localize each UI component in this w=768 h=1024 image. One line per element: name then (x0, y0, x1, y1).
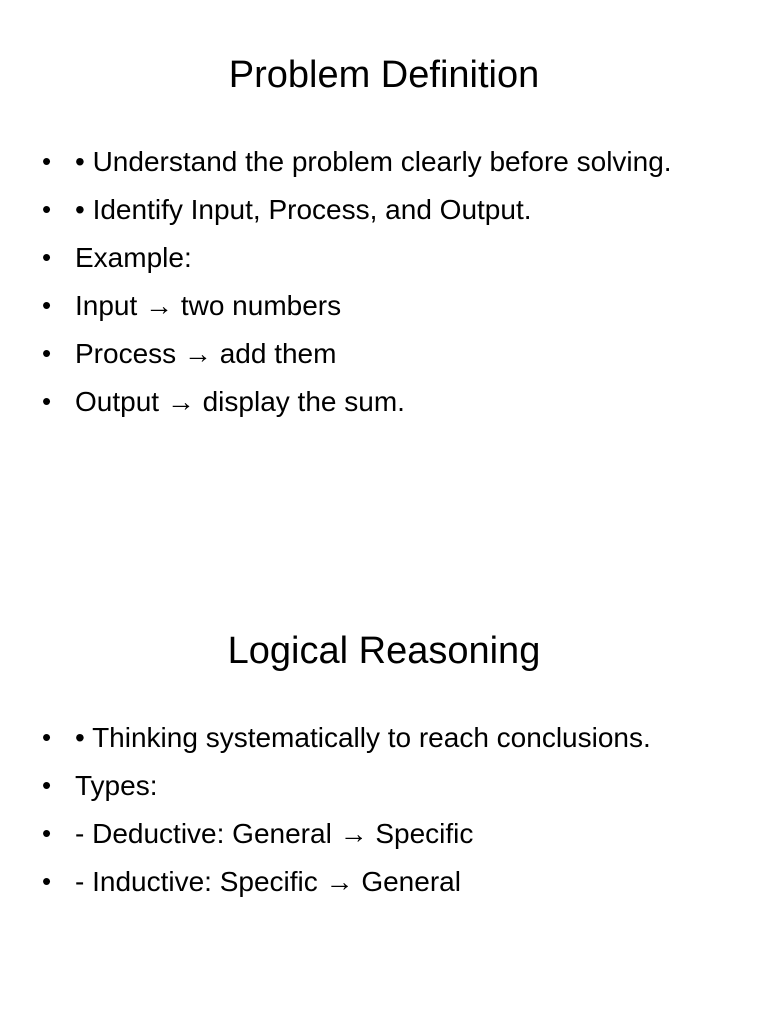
bullet-item (40, 765, 730, 806)
slide-logical-reasoning (0, 512, 768, 1024)
bullet-text: Types: (75, 770, 158, 801)
slide-title: Problem Definition (228, 54, 540, 96)
bullet-icon: • (42, 338, 52, 368)
bullet-icon: • (42, 194, 52, 224)
bullet-text: - Deductive: General → Specific (75, 818, 474, 849)
slide-title: Logical Reasoning (227, 630, 541, 672)
bullet-icon: • (42, 386, 52, 416)
bullet-item (40, 285, 730, 326)
bullet-icon: • (42, 818, 52, 848)
bullet-item (40, 813, 730, 854)
bullet-item (40, 141, 730, 182)
bullet-icon: • (42, 242, 52, 272)
bullet-text: • Identify Input, Process, and Output. (75, 194, 532, 225)
bullet-list (40, 141, 730, 429)
bullet-text: • Thinking systematically to reach conclusions. (75, 722, 651, 753)
bullet-icon: • (42, 146, 52, 176)
bullet-list (40, 717, 730, 909)
bullet-icon: • (42, 770, 52, 800)
bullet-text: Output → display the sum. (75, 386, 405, 417)
bullet-text: Process → add them (75, 338, 337, 369)
bullet-item (40, 189, 730, 230)
bullet-text: - Inductive: Specific → General (75, 866, 461, 897)
bullet-icon: • (42, 290, 52, 320)
bullet-text: Example: (75, 242, 192, 273)
bullet-item (40, 237, 730, 278)
bullet-item (40, 333, 730, 374)
bullet-item (40, 717, 730, 758)
bullet-text: Input → two numbers (75, 290, 342, 321)
bullet-item (40, 381, 730, 422)
bullet-icon: • (42, 722, 52, 752)
bullet-text: • Understand the problem clearly before solving. (75, 146, 672, 177)
bullet-item (40, 861, 730, 902)
bullet-icon: • (42, 866, 52, 896)
